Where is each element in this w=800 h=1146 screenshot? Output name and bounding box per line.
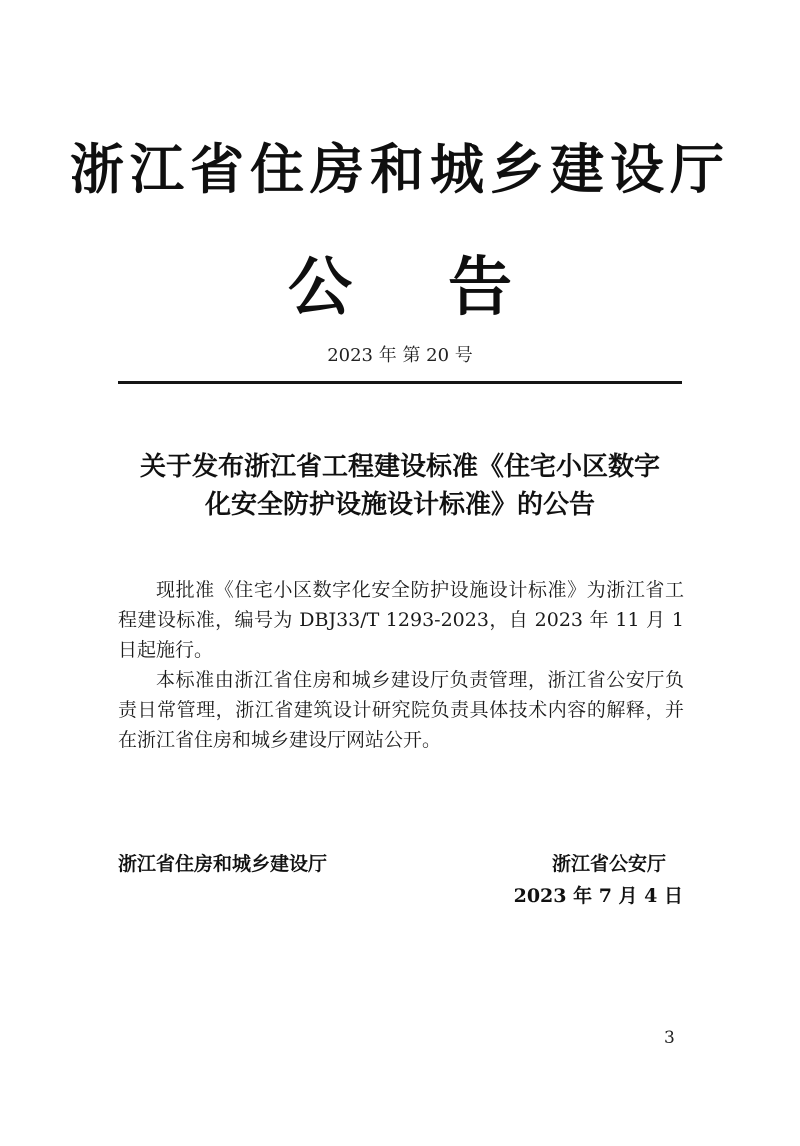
notice-title: [100, 448, 700, 524]
document-type-heading: [0, 248, 800, 328]
signature-issuer-right: 浙江省公安厅: [552, 853, 667, 875]
page-number: 3: [664, 1028, 675, 1048]
issuing-authority-title: 浙江省住房和城乡建设厅: [70, 138, 730, 201]
notice-title-line-1: 关于发布浙江省工程建设标准《住宅小区数字: [139, 452, 660, 482]
document-type-char-2: 告: [448, 251, 512, 325]
notice-body: [118, 575, 684, 755]
body-paragraph-1: 现批准《住宅小区数字化安全防护设施设计标准》为浙江省工程建设标准，编号为 DBJ33/T 1293-2023，自 2023 年 11 月 1 日起施行。: [118, 579, 684, 661]
signature-date: 2023 年 7 月 4 日: [513, 885, 683, 907]
document-number: 2023 年 第 20 号: [327, 345, 473, 366]
notice-title-line-2: 化安全防护设施设计标准》的公告: [204, 490, 595, 520]
header-divider: [118, 381, 682, 384]
body-paragraph-2: 本标准由浙江省住房和城乡建设厅负责管理，浙江省公安厅负责日常管理，浙江省建筑设计研究院负责具体技术内容的解释，并在浙江省住房和城乡建设厅网站公开。: [118, 669, 684, 751]
document-type-char-1: 公: [288, 251, 352, 325]
signature-issuer-left: 浙江省住房和城乡建设厅: [118, 853, 328, 875]
